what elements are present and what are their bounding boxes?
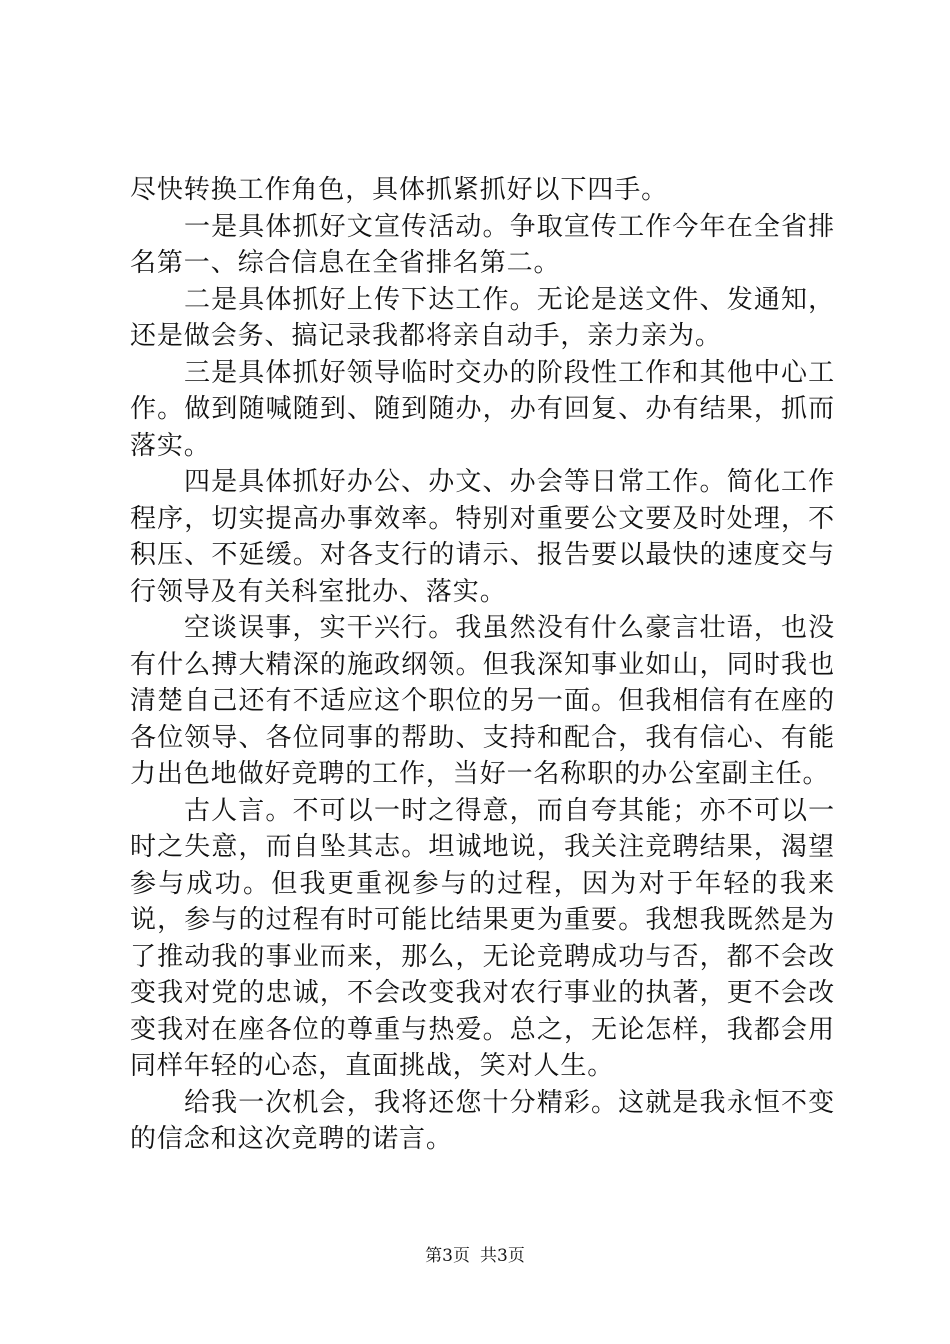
paragraph-5: 四是具体抓好办公、办文、办会等日常工作。简化工作程序，切实提高办事效率。特别对重要公文要及时处理，不积压、不延缓。对各支行的请示、报告要以最快的速度交与行领导及有关科室批办、落实。 <box>130 467 835 607</box>
paragraph-2: 一是具体抓好文宣传活动。争取宣传工作今年在全省排名第一、综合信息在全省排名第二。 <box>130 211 835 278</box>
paragraph-6: 空谈误事，实干兴行。我虽然没有什么豪言壮语，也没有什么搏大精深的施政纲领。但我深知事业如山，同时我也清楚自己还有不适应这个职位的另一面。但我相信有在座的各位领导、各位同事的帮助、支持和配合，我有信心、有能力出色地做好竞聘的工作，当好一名称职的办公室副主任。 <box>130 613 835 789</box>
paragraph-1: 尽快转换工作角色，具体抓紧抓好以下四手。 <box>130 175 669 205</box>
paragraph-4: 三是具体抓好领导临时交办的阶段性工作和其他中心工作。做到随喊随到、随到随办，办有回复、办有结果，抓而落实。 <box>130 357 835 461</box>
paragraph-3: 二是具体抓好上传下达工作。无论是送文件、发通知，还是做会务、搞记录我都将亲自动手，亲力亲为。 <box>130 284 835 351</box>
page-footer <box>0 1244 950 1268</box>
page-total: 共3页 <box>480 1246 525 1266</box>
page-number: 第3页 <box>425 1246 470 1266</box>
paragraph-8: 给我一次机会，我将还您十分精彩。这就是我永恒不变的信念和这次竞聘的诺言。 <box>130 1087 835 1154</box>
paragraph-7: 古人言。不可以一时之得意，而自夸其能；亦不可以一时之失意，而自坠其志。坦诚地说，我关注竞聘结果，渴望参与成功。但我更重视参与的过程，因为对于年轻的我来说，参与的过程有时可能比结果更为重要。我想我既然是为了推动我的事业而来，那么，无论竞聘成功与否，都不会改变我对党的忠诚，不会改变我对农行事业的执著，更不会改变我对在座各位的尊重与热爱。总之，无论怎样，我都会用同样年轻的心态，直面挑战，笑对人生。 <box>130 795 835 1081</box>
document-body <box>130 172 835 1158</box>
